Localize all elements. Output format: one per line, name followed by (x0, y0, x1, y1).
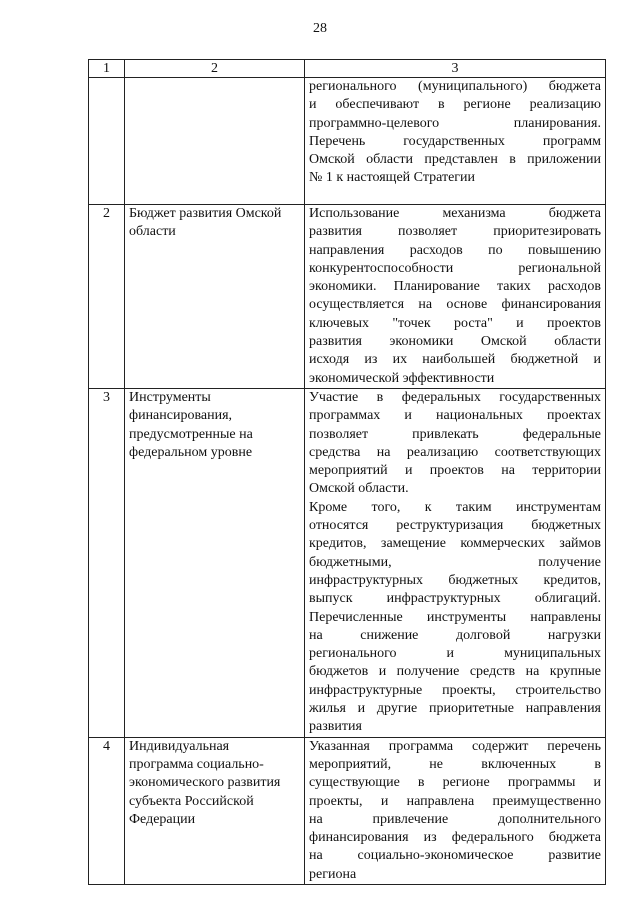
row-name-cell (125, 205, 305, 389)
row-description-line: экономической эффективности (309, 370, 495, 386)
row-description-line: и обеспечивают в регионе реализацию (309, 97, 601, 113)
row-description-line: № 1 к настоящей Стратегии (309, 170, 476, 186)
row-description-line: регионального (муниципального) бюджета (309, 79, 601, 94)
row-number-cell: 4 (89, 737, 125, 884)
row-description-line: направления расходов по повышению (309, 242, 601, 258)
row-description-line: Перечисленные инструменты направлены (309, 609, 601, 625)
row-description-line: позволяет привлекать федеральные (309, 426, 601, 442)
row-name-line: федеральном уровне (129, 444, 253, 460)
row-description-cell (305, 205, 606, 389)
row-name-line: Индивидуальная (129, 738, 230, 754)
row-name-cell (125, 388, 305, 737)
row-description-cell (305, 737, 606, 884)
row-description-line: Омской области. (309, 481, 409, 497)
row-name-line: финансирования, (129, 408, 233, 424)
row-name-line: экономического развития (129, 775, 281, 791)
table-header-row (89, 60, 606, 78)
row-description-line: выпуск инфраструктурных облигаций. (309, 591, 601, 607)
row-description-line: конкурентоспособности региональной (309, 260, 601, 276)
row-description-line: на привлечение дополнительного (309, 811, 601, 827)
row-description-line: Указанная программа содержит перечень (309, 738, 601, 754)
row-name-line: предусмотренные на (129, 426, 253, 442)
row-description-line: средства на реализацию соответствующих (309, 444, 601, 460)
row-name-line: Федерации (129, 811, 196, 827)
row-description-line: регионального и муниципальных (309, 646, 601, 662)
row-description-line: бюджетов и получение средств на крупные (309, 664, 601, 680)
table-row (89, 205, 606, 389)
row-description-line: существующие в регионе программы и (309, 775, 601, 791)
row-description-line: развития позволяет приоритезировать (309, 224, 601, 240)
strategy-table (88, 59, 606, 885)
column-header-2: 2 (125, 60, 305, 78)
row-name-cell (125, 737, 305, 884)
row-description-line: Кроме того, к таким инструментам (309, 499, 601, 515)
row-name-line: Бюджет развития Омской (129, 206, 282, 221)
column-header-1: 1 (89, 60, 125, 78)
table-row (89, 737, 606, 884)
row-description-line: развития (309, 719, 362, 735)
row-name-line: Инструменты (129, 389, 211, 405)
row-description-line: Перечень государственных программ (309, 133, 601, 149)
row-name-cell (125, 78, 305, 205)
row-description-cell (305, 78, 606, 205)
row-description-line: Участие в федеральных государственных (309, 389, 601, 405)
row-description-line: Омской области представлен в приложении (309, 152, 601, 168)
row-description-line: исходя из их наибольшей бюджетной и (309, 352, 601, 368)
row-description-line: программах и национальных проектах (309, 408, 601, 424)
row-description-line: проекты, и направлена преимущественно (309, 793, 601, 809)
row-description-line: жилья и другие приоритетные направления (309, 701, 601, 717)
row-number-cell: 3 (89, 388, 125, 737)
row-description-line: инфраструктурных бюджетных кредитов, (309, 572, 601, 588)
row-name-line: области (129, 224, 176, 240)
row-name-line: программа социально- (129, 756, 264, 772)
row-description-cell (305, 388, 606, 737)
column-header-3: 3 (305, 60, 606, 78)
row-description-line: инфраструктурные проекты, строительство (309, 682, 601, 698)
row-description-line: мероприятий и проектов на территории (309, 463, 601, 479)
row-description-line: на снижение долговой нагрузки (309, 627, 601, 643)
row-description-line: программно-целевого планирования. (309, 115, 601, 131)
row-description-line: на социально-экономическое развитие (309, 848, 601, 864)
row-description-line: относятся реструктуризация бюджетных (309, 518, 601, 534)
row-description-line: развития экономики Омской области (309, 334, 601, 350)
row-name-line: субъекта Российской (129, 793, 254, 809)
page-number: 28 (313, 21, 327, 36)
table-row (89, 388, 606, 737)
row-description-line: бюджетными, получение (309, 554, 601, 570)
row-description-line: экономики. Планирование таких расходов (309, 279, 601, 295)
row-description-line: региона (309, 866, 357, 882)
row-description-line: ключевых "точек роста" и проектов (309, 315, 601, 331)
row-number-cell: 2 (89, 205, 125, 389)
table-row (89, 78, 606, 205)
row-description-line: финансирования из федерального бюджета (309, 830, 601, 846)
row-number-cell (89, 78, 125, 205)
row-description-line: осуществляется на основе финансирования (309, 297, 601, 313)
row-description-line: мероприятий, не включенных в (309, 756, 601, 772)
row-description-line: кредитов, замещение коммерческих займов (309, 536, 601, 552)
row-description-line: Использование механизма бюджета (309, 206, 601, 221)
